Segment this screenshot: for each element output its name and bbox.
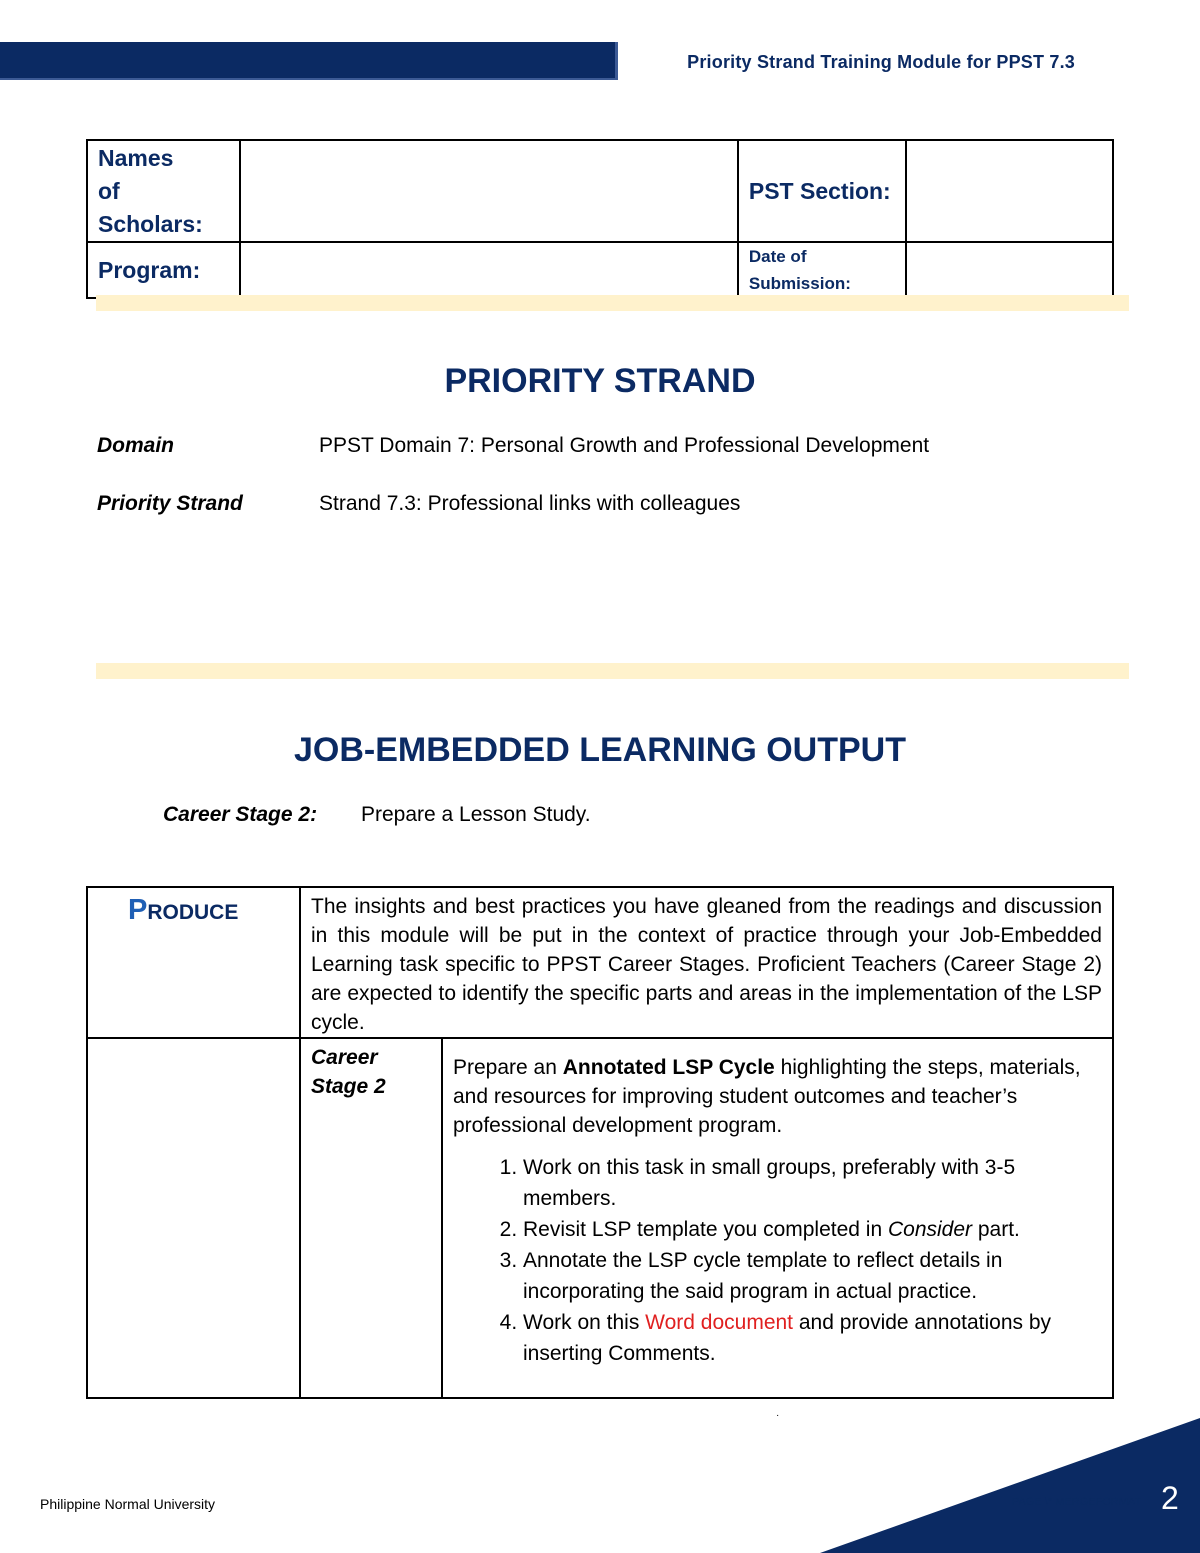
header-bar xyxy=(0,42,618,80)
strand-label: Priority Strand xyxy=(97,492,243,515)
page-field-code: PAGE \* MERGEFORMAT xyxy=(1012,1496,1142,1508)
produce-rest: RODUCE xyxy=(147,901,239,924)
list-item: 2. Revisit LSP template you completed in Consider part. xyxy=(523,1214,1102,1245)
career-stage-label: Career Stage 2: xyxy=(163,803,318,826)
section-label: PST Section: xyxy=(738,140,906,242)
domain-value: PPST Domain 7: Personal Growth and Professional Development xyxy=(319,434,930,457)
divider-stripe-middle xyxy=(96,663,1129,679)
section-field[interactable] xyxy=(906,140,1114,242)
strand-value: Strand 7.3: Professional links with colleagues xyxy=(319,492,741,515)
page-number: 2 xyxy=(1161,1480,1179,1516)
empty-cell xyxy=(87,1038,300,1398)
date-field[interactable] xyxy=(906,242,1114,298)
names-label-line1: Names xyxy=(98,144,174,171)
stage-cell xyxy=(300,1038,442,1398)
date-label-cell xyxy=(738,242,906,298)
program-field[interactable] xyxy=(240,242,738,298)
domain-label: Domain xyxy=(97,434,175,457)
jel-title: JOB-EMBEDDED LEARNING OUTPUT xyxy=(293,731,907,769)
stage-line1: Career xyxy=(311,1046,378,1069)
names-label-line3: Scholars: xyxy=(98,210,203,237)
annotated-lsp-cycle: Annotated LSP Cycle xyxy=(562,1056,775,1079)
word-document-text: Word document xyxy=(645,1311,794,1334)
instructions-cell xyxy=(442,1038,1113,1398)
produce-intro: The insights and best practices you have gleaned from the readings and discussion in this module will be put in the context of practice through your Job-Embedded Learning task specific to PPST Career Stages. Proficient Teachers (Career Stage 2) are expected to identify the specific parts and areas in the implementation of the LSP cycle. xyxy=(300,887,1113,1038)
produce-cell xyxy=(87,887,300,1038)
instructions-list xyxy=(453,1152,1102,1369)
names-field[interactable] xyxy=(240,140,738,242)
program-label: Program: xyxy=(87,242,240,298)
priority-strand-title: PRIORITY STRAND xyxy=(444,362,756,400)
list-item: 4. Work on this Word document and provide annotations by inserting Comments. xyxy=(523,1307,1102,1369)
header-title: Priority Strand Training Module for PPST 7.3 xyxy=(687,52,1075,72)
stray-dot: · xyxy=(776,1410,780,1421)
instructions-intro: Prepare an Annotated LSP Cycle highlighting the steps, materials, and resources for improving student outcomes and teacher’s professional development program. xyxy=(453,1056,1081,1137)
career-stage-value: Prepare a Lesson Study. xyxy=(361,803,591,826)
names-label-line2: of xyxy=(98,177,120,204)
list-item: 1. Work on this task in small groups, preferably with 3-5 members. xyxy=(523,1152,1102,1214)
list-item: 3. Annotate the LSP cycle template to reflect details in incorporating the said program in actual practice. xyxy=(523,1245,1102,1307)
stage-line2: Stage 2 xyxy=(311,1075,386,1098)
produce-initial: P xyxy=(128,894,148,926)
date-label-line1: Date of xyxy=(748,247,807,266)
footer-university: Philippine Normal University xyxy=(40,1496,216,1512)
scholar-info-table xyxy=(86,139,1114,299)
date-label-line2: Submission: xyxy=(748,274,851,293)
divider-stripe-top xyxy=(96,295,1129,311)
footer-triangle xyxy=(820,1418,1200,1553)
task-table xyxy=(86,886,1114,1399)
names-label-cell xyxy=(87,140,240,242)
